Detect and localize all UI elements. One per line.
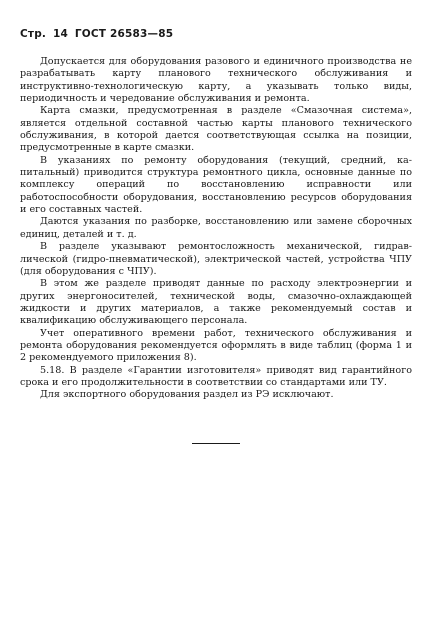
paragraph-single-production-exemption: Допускается для оборудования разового и единичного производства не разрабатывать карту планового технического обслуживания и инструктивно-технологическую карту, а указывать только виды, периодичность и чередование обслуживания и ремонта. [20,56,412,105]
standard-code: ГОСТ 26583—85 [74,28,174,40]
paragraph-repair-complexity: В разделе указывают ремонтосложность механической, гидравлической (гидро-пневматической), электрической частей, устройства ЧПУ (для оборудования с ЧПУ). [20,241,412,277]
end-divider [192,443,240,444]
paragraph-manufacturer-warranty: 5.18. В разделе «Гарантии изготовителя» приводят вид гарантийного срока и его продолжительности в соответствии со стандартами или ТУ. [20,364,412,388]
page-label: Стр. [20,28,47,40]
paragraph-energy-consumption: В этом же разделе приводят данные по расходу электроэнергии и других энергоносителей, технической воды, смазочно-охлаждающей жидкости и других материалов, а также рекомендуемый состав и квалификацию обслуживающего персонала. [20,278,412,327]
page-number: 14 [52,28,68,40]
paragraph-disassembly: Даются указания по разборке, восстановлению или замене сборочных единиц, деталей и т. д. [20,216,412,240]
paragraph-lubrication-chart: Карта смазки, предусмотренная в разделе «Смазочная система», является отдельной составной частью карты планового технического обслуживания, в которой дается соответствующая ссылка на позиции, предусмотренные в карте смазки. [20,105,412,154]
paragraph-repair-instructions: В указаниях по ремонту оборудования (текущий, средний, капитальный) приводится структура ремонтного цикла, основные данные по комплексу операций по восстановлению исправности или работоспособности оборудования, восстановлению ресурсов оборудования и его составных частей. [20,154,412,216]
running-header [20,28,176,40]
paragraph-operational-time: Учет оперативного времени работ, технического обслуживания и ремонта оборудования рекомендуется оформлять в виде таблиц (форма 1 и 2 рекомендуемого приложения 8). [20,327,412,364]
paragraph-export-equipment: Для экспортного оборудования раздел из РЭ исключают. [40,389,334,401]
body-text [20,56,412,402]
